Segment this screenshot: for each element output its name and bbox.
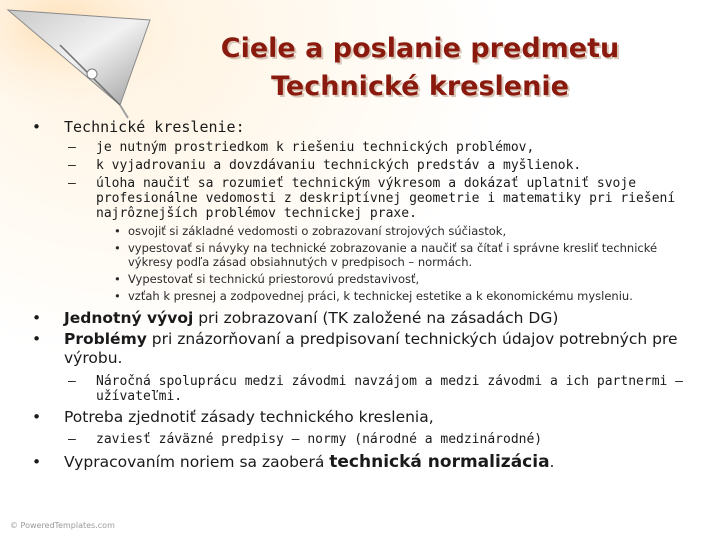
bullet-jednotny-vyvoj: • Jednotný vývoj pri zobrazovaní (TK založené na zásadách DG)	[32, 309, 559, 327]
sub-bullet: – je nutným prostriedkom k riešeniu technických problémov,	[68, 140, 535, 155]
slide-body	[28, 118, 704, 472]
sub-sub-bullet: • vzťah k presnej a zodpovednej práci, k technickej estetike a k ekonomickému mysleniu.	[114, 289, 633, 303]
bullet-dot-icon: •	[114, 272, 121, 286]
slide-title	[120, 30, 720, 106]
sub-bullet: – úloha naučiť sa rozumieť technickým výkresom a dokázať uplatniť svoje profesionálne vedomosti z deskriptívnej geometrie i matematiky pri riešení najrôznejších problémov technickej praxe.	[68, 176, 676, 221]
footer-credit: © PoweredTemplates.com	[10, 521, 115, 530]
bullet-dot-icon: •	[32, 309, 42, 327]
bullet-potreba: • Potreba zjednotiť zásady technického kreslenia,	[32, 408, 434, 426]
bullet-dot-icon: •	[32, 330, 42, 348]
sub-bullet: – k vyjadrovaniu a dovzdávaniu technických predstáv a myšlienok.	[68, 158, 582, 173]
dash-icon: –	[68, 176, 76, 191]
bullet-problemy: • Problémy pri znázorňovaní a predpisovaní technických údajov potrebných pre výrobu.	[32, 330, 678, 367]
bullet-dot-icon: •	[114, 224, 121, 238]
bullet-normalizacia: • Vypracovaním noriem sa zaoberá technická normalizácia.	[32, 452, 555, 472]
bullet-dot-icon: •	[32, 118, 42, 136]
sub-bullet: – Náročná spoluprácu medzi závodmi navzájom a medzi závodmi a ich partnermi – užívateľmi.	[68, 374, 683, 404]
sub-bullet: – zaviesť záväzné predpisy – normy (národné a medzinárodné)	[68, 432, 543, 447]
bullet-technicke-kreslenie: • Technické kreslenie:	[32, 118, 245, 136]
sub-sub-bullet: • Vypestovať si technickú priestorovú predstavivosť,	[114, 272, 420, 286]
bullet-dot-icon: •	[114, 241, 121, 255]
dash-icon: –	[68, 374, 76, 389]
bullet-dot-icon: •	[114, 289, 121, 303]
dash-icon: –	[68, 158, 76, 173]
sub-sub-bullet: • osvojiť si základné vedomosti o zobrazovaní strojových súčiastok,	[114, 224, 507, 238]
bullet-dot-icon: •	[32, 453, 42, 471]
title-line-1: Ciele a poslanie predmetu	[220, 33, 620, 64]
bullet-dot-icon: •	[32, 408, 42, 426]
dash-icon: –	[68, 432, 76, 447]
title-line-2: Technické kreslenie	[271, 71, 569, 102]
sub-sub-bullet: • vypestovať si návyky na technické zobrazovanie a naučiť sa čítať i správne kresliť technické výkresy podľa zásad obsiahnutých v predpisoch – normách.	[114, 241, 658, 269]
dash-icon: –	[68, 140, 76, 155]
